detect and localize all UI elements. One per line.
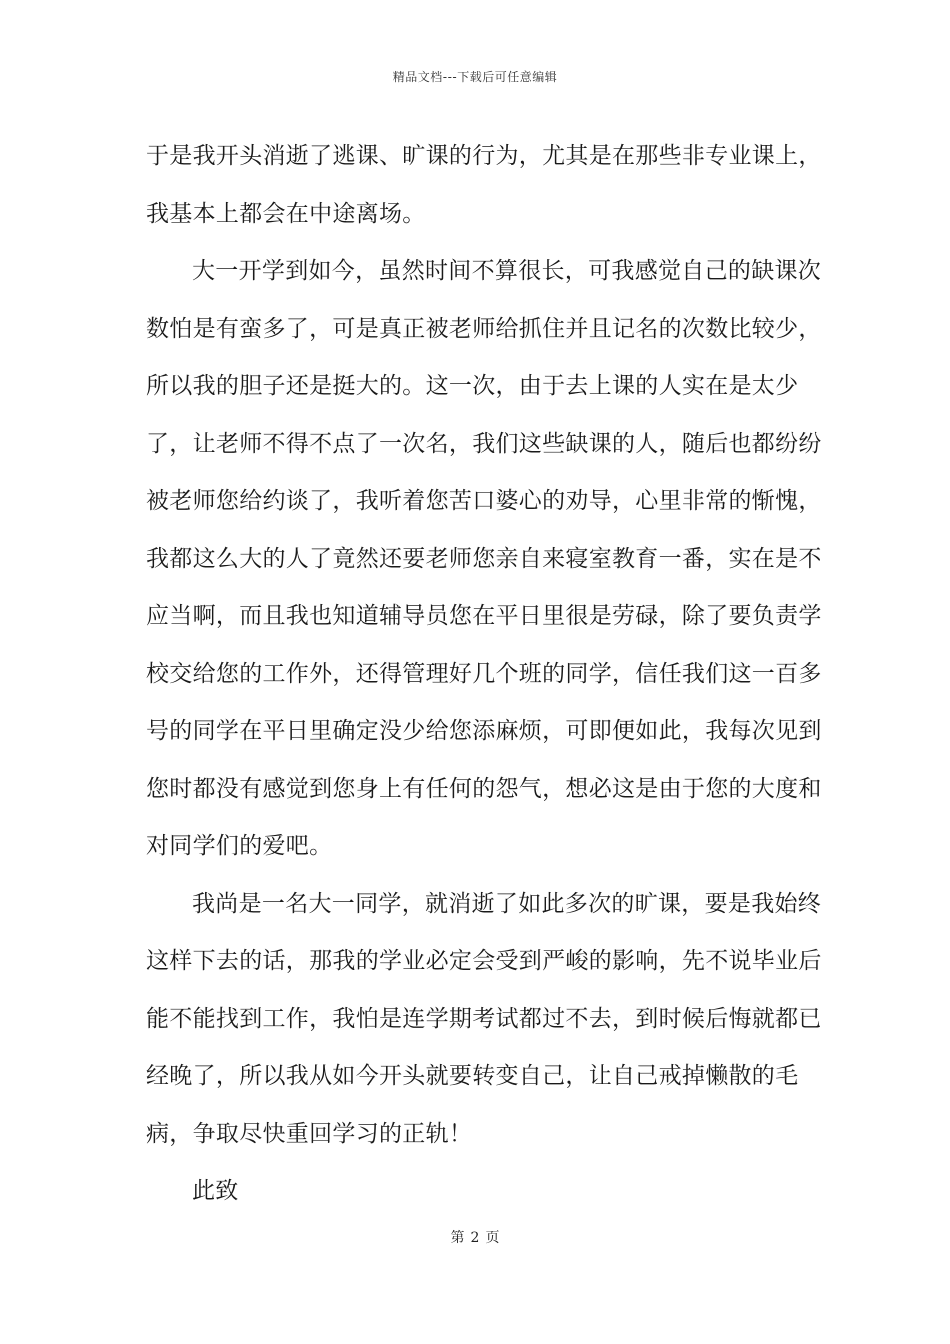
paragraph-2: 大一开学到如今，虽然时间不算很长，可我感觉自己的缺课次数怕是有蛮多了，可是真正被老师给抓住并且记名的次数比较少，所以我的胆子还是挺大的。这一次，由于去上课的人实在是太少了，让老师不得不点了一次名，我们这些缺课的人，随后也都纷纷被老师您给约谈了，我听着您苦口婆心的劝导，心里非常的惭愧，我都这么大的人了竟然还要老师您亲自来寝室教育一番，实在是不应当啊，而且我也知道辅导员您在平日里很是劳碌，除了要负责学校交给您的工作外，还得管理好几个班的同学，信任我们这一百多号的同学在平日里确定没少给您添麻烦，可即便如此，我每次见到您时都没有感觉到您身上有任何的怨气，想必这是由于您的大度和对同学们的爱吧。 [146,258,822,859]
paragraph-3: 我尚是一名大一同学，就消逝了如此多次的旷课，要是我始终这样下去的话，那我的学业必定会受到严峻的影响，先不说毕业后能不能找到工作，我怕是连学期考试都过不去，到时候后悔就都已经晚了，所以我从如今开头就要转变自己，让自己戒掉懒散的毛病，争取尽快重回学习的正轨！ [146,890,822,1147]
paragraph-1: 于是我开头消逝了逃课、旷课的行为，尤其是在那些非专业课上，我基本上都会在中途离场。 [146,143,822,227]
closing-salutation: 此致 [192,1178,239,1204]
page-footer [0,1227,950,1247]
page-prefix: 第 [450,1230,465,1246]
page-suffix: 页 [485,1230,500,1246]
page-number: 2 [470,1230,480,1246]
page-header: 精品文档---下载后可任意编辑 [392,70,558,84]
document-body [146,128,826,1221]
